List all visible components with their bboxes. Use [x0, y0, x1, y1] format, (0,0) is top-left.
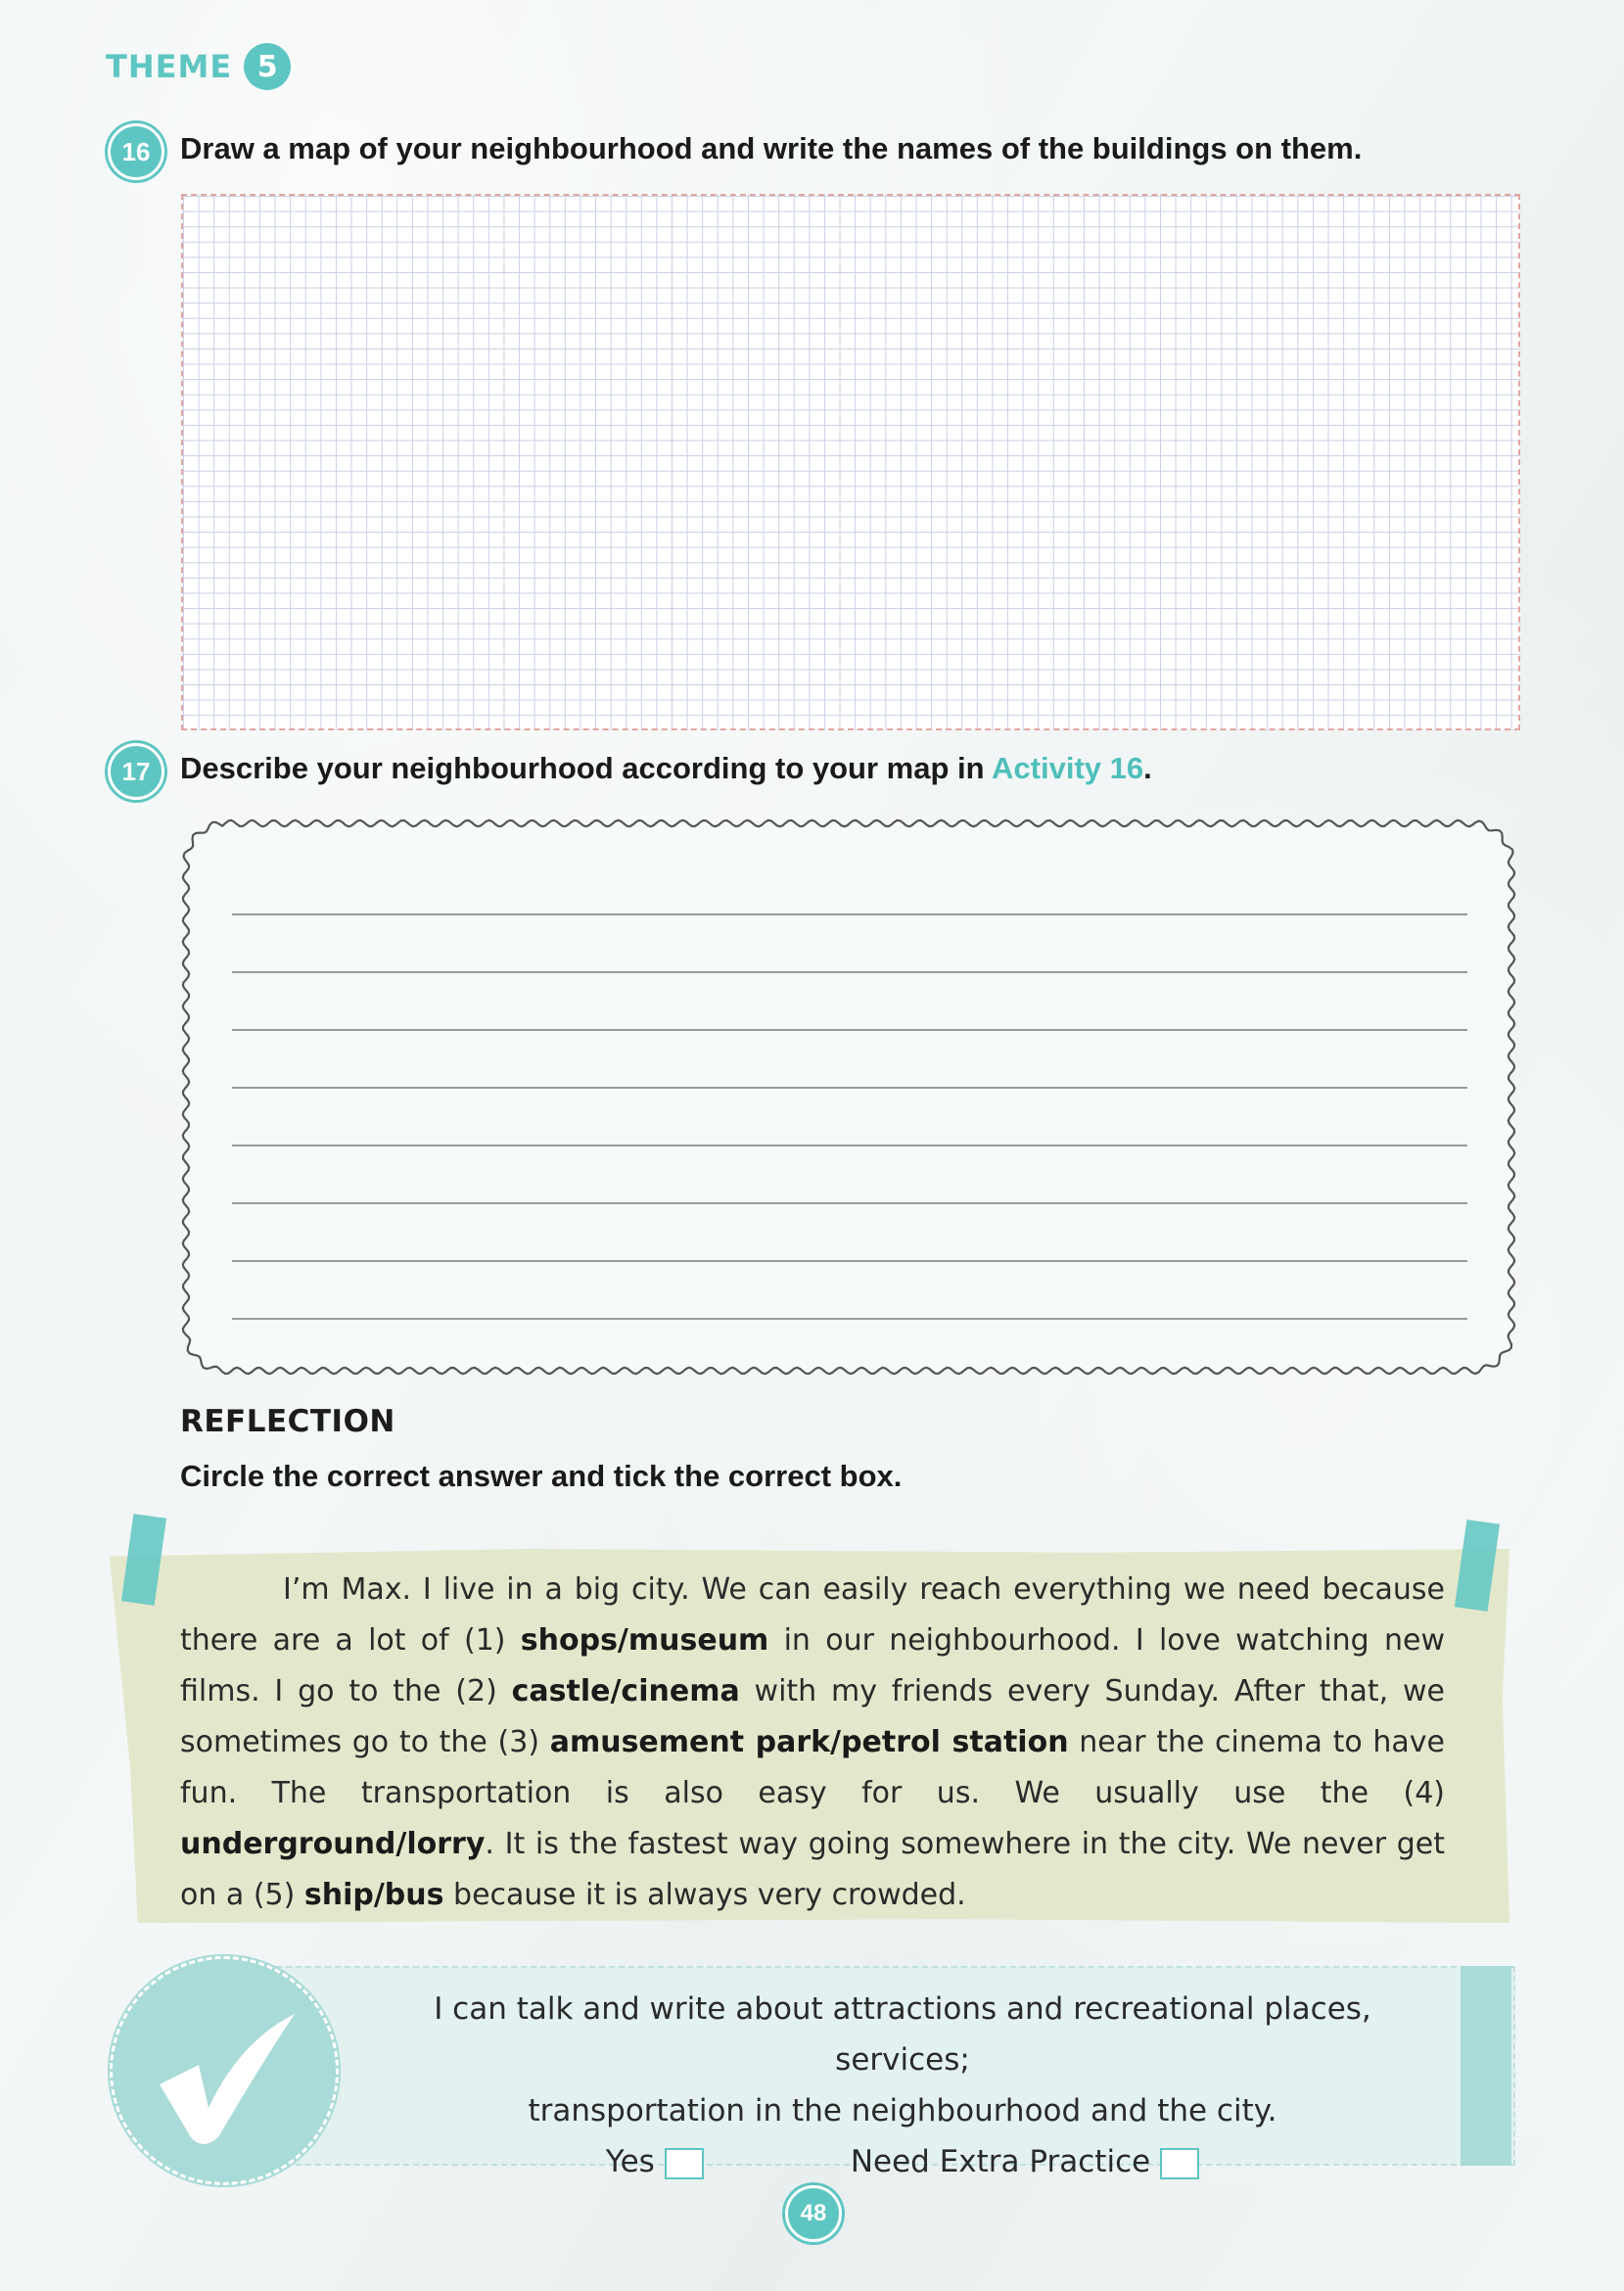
- writing-line[interactable]: [232, 1145, 1467, 1146]
- writing-line[interactable]: [232, 1087, 1467, 1089]
- writing-line[interactable]: [232, 913, 1467, 915]
- activity-reference-link: Activity 16: [992, 751, 1144, 785]
- extra-practice-label: Need Extra Practice: [850, 2144, 1151, 2179]
- activity-17-instruction: [180, 751, 1152, 786]
- map-drawing-grid[interactable]: [181, 194, 1520, 730]
- instruction-period: .: [1143, 751, 1152, 785]
- writing-area[interactable]: [178, 816, 1519, 1379]
- theme-number-badge: 5: [244, 43, 291, 90]
- passage-part: I’m Max. I live in a big city. We can easily reach everything we need because there are a lot of (1): [180, 1572, 1445, 1658]
- self-check-text: [364, 1984, 1441, 2187]
- writing-line[interactable]: [232, 1260, 1467, 1262]
- answer-choice-4[interactable]: underground/lorry: [180, 1827, 486, 1861]
- passage-text: [180, 1565, 1445, 1921]
- checkmark-badge: [110, 1956, 339, 2185]
- answer-choice-3[interactable]: amusement park/petrol station: [549, 1725, 1069, 1759]
- activity-17-badge: 17: [108, 743, 164, 800]
- passage-part: because it is always very crowded.: [443, 1878, 966, 1912]
- writing-line[interactable]: [232, 1029, 1467, 1031]
- passage-part: with my friends every Sunday. After that, we sometimes go to the (3): [180, 1674, 1446, 1759]
- reflection-instruction: Circle the correct answer and tick the correct box.: [180, 1459, 903, 1493]
- self-check-stripe: [1461, 1966, 1511, 2166]
- passage-part: . It is the fastest way going somewhere in the city. We never get on a (5): [180, 1827, 1445, 1912]
- wavy-border-frame: [178, 816, 1519, 1379]
- self-check-options: [364, 2136, 1441, 2187]
- yes-checkbox[interactable]: [665, 2148, 704, 2179]
- reading-passage-note: [110, 1549, 1509, 1923]
- extra-practice-option: [851, 2144, 1199, 2179]
- theme-label: THEME: [106, 48, 233, 85]
- writing-line[interactable]: [232, 1202, 1467, 1204]
- passage-part: in our neighbourhood. I love watching new films. I go to the (2): [180, 1623, 1445, 1708]
- activity-16-badge: 16: [108, 123, 164, 180]
- self-check-line-2: transportation in the neighbourhood and the city.: [528, 2093, 1277, 2128]
- page-number: 48: [785, 2185, 842, 2242]
- theme-header: [106, 43, 291, 90]
- answer-choice-5[interactable]: ship/bus: [303, 1878, 444, 1912]
- extra-practice-checkbox[interactable]: [1160, 2148, 1199, 2179]
- reflection-title: REFLECTION: [180, 1404, 395, 1439]
- writing-line[interactable]: [232, 1318, 1467, 1320]
- yes-option: [606, 2136, 704, 2187]
- instruction-text: Describe your neighbourhood according to your map in: [180, 751, 993, 785]
- answer-choice-2[interactable]: castle/cinema: [511, 1674, 740, 1708]
- writing-line[interactable]: [232, 971, 1467, 973]
- passage-part: near the cinema to have fun. The transportation is also easy for us. We usually use the (4): [180, 1725, 1445, 1810]
- activity-16-instruction: Draw a map of your neighbourhood and write the names of the buildings on them.: [180, 131, 1363, 165]
- yes-label: Yes: [605, 2144, 655, 2179]
- answer-choice-1[interactable]: shops/museum: [520, 1623, 769, 1658]
- self-check-line-1: I can talk and write about attractions and recreational places, services;: [434, 1991, 1371, 2078]
- self-check-panel: [110, 1954, 1519, 2179]
- checkmark-icon: [113, 1959, 336, 2182]
